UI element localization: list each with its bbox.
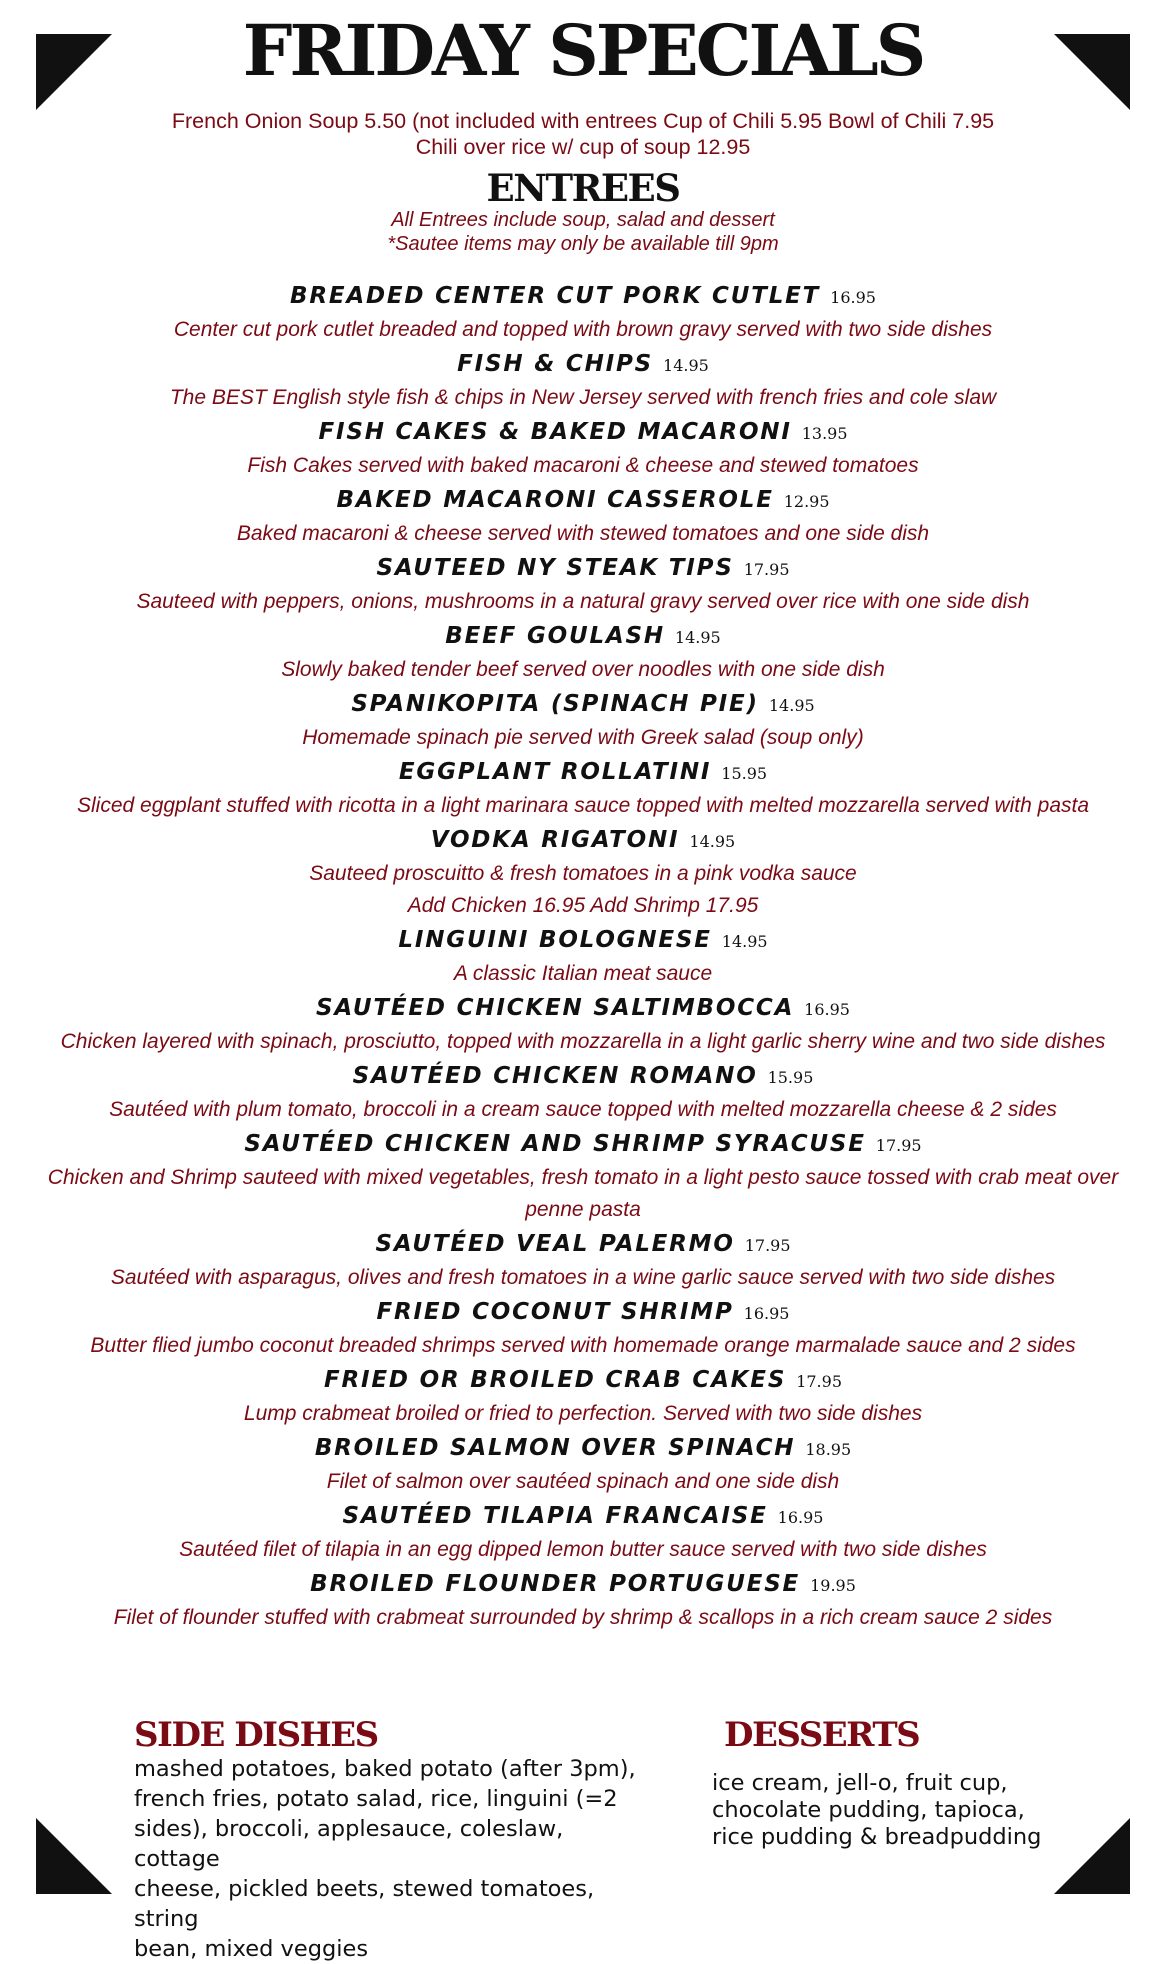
entree-name: SPANIKOPITA (SPINACH PIE) — [351, 691, 759, 717]
entree-price: 19.95 — [810, 1576, 856, 1595]
entree-header — [0, 618, 1166, 654]
entree-item — [0, 346, 1166, 414]
entree-item — [0, 1226, 1166, 1294]
entree-description: Chicken and Shrimp sauteed with mixed vegetables, fresh tomato in a light pesto sauce tossed with crab meat over — [47, 1166, 1119, 1189]
entree-price: 17.95 — [875, 1136, 922, 1155]
entree-description: penne pasta — [525, 1198, 641, 1221]
entree-item — [0, 618, 1166, 686]
entree-header — [0, 1126, 1166, 1162]
side-dishes-list — [134, 1754, 654, 1964]
entree-price: 15.95 — [721, 764, 768, 783]
entree-description: Sauteed proscuitto & fresh tomatoes in a pink vodka sauce — [309, 862, 857, 885]
entree-item — [0, 278, 1166, 346]
entree-description: Sautéed with plum tomato, broccoli in a cream sauce topped with melted mozzarella cheese & 2 sides — [109, 1098, 1057, 1121]
desserts-line: chocolate pudding, tapioca, — [712, 1797, 1025, 1823]
entree-price: 17.95 — [744, 1236, 791, 1255]
entree-price: 16.95 — [830, 288, 876, 307]
entree-price: 17.95 — [743, 560, 790, 579]
entree-header — [0, 754, 1166, 790]
entree-item — [0, 1430, 1166, 1498]
entree-price: 16.95 — [804, 1000, 850, 1019]
entree-description: The BEST English style fish & chips in New Jersey served with french fries and cole slaw — [169, 386, 997, 409]
entree-header — [0, 1226, 1166, 1262]
page-title: FRIDAY SPECIALS — [242, 9, 924, 92]
entree-header — [0, 686, 1166, 722]
entree-name: FISH & CHIPS — [457, 351, 654, 377]
entrees-notes — [0, 208, 1166, 256]
entree-item — [0, 1058, 1166, 1126]
entree-price: 16.95 — [777, 1508, 824, 1527]
side-dishes-line: cheese, pickled beets, stewed tomatoes, string — [134, 1876, 595, 1932]
side-dishes-heading: SIDE DISHES — [134, 1715, 378, 1755]
side-dishes-line: bean, mixed veggies — [134, 1936, 369, 1962]
entree-name: SAUTÉED VEAL PALERMO — [375, 1231, 735, 1257]
entree-item — [0, 414, 1166, 482]
entree-description: Sliced eggplant stuffed with ricotta in a light marinara sauce topped with melted mozzarella served with pasta — [76, 794, 1090, 817]
intro-soups — [0, 108, 1166, 160]
entree-description: Homemade spinach pie served with Greek salad (soup only) — [302, 726, 864, 749]
entrees-note: *Sautee items may only be available till 9pm — [387, 233, 779, 255]
entree-header — [0, 278, 1166, 314]
entrees-note: All Entrees include soup, salad and dessert — [391, 209, 775, 231]
entree-header — [0, 482, 1166, 518]
intro-line: French Onion Soup 5.50 (not included with entrees Cup of Chili 5.95 Bowl of Chili 7.95 — [171, 109, 995, 133]
desserts-heading: DESSERTS — [724, 1715, 920, 1755]
entree-description: Baked macaroni & cheese served with stewed tomatoes and one side dish — [236, 522, 930, 545]
entree-header — [0, 1362, 1166, 1398]
entree-item — [0, 1498, 1166, 1566]
entree-name: BAKED MACARONI CASSEROLE — [336, 487, 774, 513]
entree-description: Fish Cakes served with baked macaroni & cheese and stewed tomatoes — [247, 454, 919, 477]
entree-description: Sauteed with peppers, onions, mushrooms in a natural gravy served over rice with one side dish — [136, 590, 1030, 613]
entree-item — [0, 1126, 1166, 1226]
entree-header — [0, 346, 1166, 382]
entree-description: Add Chicken 16.95 Add Shrimp 17.95 — [407, 894, 759, 917]
entree-header — [0, 1430, 1166, 1466]
side-dishes-line: sides), broccoli, applesauce, coleslaw, cottage — [134, 1816, 564, 1872]
entree-name: SAUTÉED CHICKEN ROMANO — [352, 1063, 758, 1089]
entrees-heading: ENTREES — [486, 166, 680, 210]
entree-header — [0, 1058, 1166, 1094]
entree-description: Filet of flounder stuffed with crabmeat surrounded by shrimp & scallops in a rich cream sauce 2 sides — [113, 1606, 1053, 1629]
entree-item — [0, 482, 1166, 550]
entree-item — [0, 990, 1166, 1058]
desserts-list — [712, 1770, 1072, 1851]
entree-header — [0, 1294, 1166, 1330]
entree-list — [0, 278, 1166, 1634]
entree-item — [0, 922, 1166, 990]
corner-triangle-bottom-left — [36, 1818, 112, 1894]
entree-name: SAUTÉED CHICKEN AND SHRIMP SYRACUSE — [244, 1131, 866, 1157]
entree-price: 14.95 — [674, 628, 721, 647]
entree-description: Chicken layered with spinach, prosciutto, topped with mozzarella in a light garlic sherry wine and two side dishes — [60, 1030, 1106, 1053]
entree-price: 18.95 — [805, 1440, 852, 1459]
entree-name: SAUTÉED CHICKEN SALTIMBOCCA — [316, 995, 795, 1021]
side-dishes-line: french fries, potato salad, rice, linguini (=2 — [134, 1786, 618, 1812]
entree-price: 12.95 — [783, 492, 830, 511]
entree-header — [0, 414, 1166, 450]
entree-price: 14.95 — [721, 932, 768, 951]
entree-description: Butter flied jumbo coconut breaded shrimps served with homemade orange marmalade sauce and 2 sides — [90, 1334, 1076, 1357]
entree-price: 14.95 — [663, 356, 709, 375]
side-dishes-line: mashed potatoes, baked potato (after 3pm), — [134, 1756, 636, 1782]
entree-price: 15.95 — [767, 1068, 814, 1087]
entree-item — [0, 1294, 1166, 1362]
entree-price: 17.95 — [796, 1372, 842, 1391]
entree-price: 13.95 — [801, 424, 848, 443]
entree-name: BROILED SALMON OVER SPINACH — [314, 1435, 796, 1461]
entree-description: Filet of salmon over sautéed spinach and one side dish — [326, 1470, 840, 1493]
entree-name: BREADED CENTER CUT PORK CUTLET — [290, 283, 821, 309]
entree-name: SAUTÉED TILAPIA FRANCAISE — [342, 1503, 768, 1529]
entree-name: FRIED OR BROILED CRAB CAKES — [324, 1367, 787, 1393]
entree-header — [0, 922, 1166, 958]
entree-price: 14.95 — [689, 832, 736, 851]
entree-name: SAUTEED NY STEAK TIPS — [376, 555, 734, 581]
entree-item — [0, 1566, 1166, 1634]
desserts-line: rice pudding & breadpudding — [712, 1824, 1042, 1850]
entree-header — [0, 822, 1166, 858]
entree-header — [0, 550, 1166, 586]
entree-name: BROILED FLOUNDER PORTUGUESE — [310, 1571, 801, 1597]
intro-line: Chili over rice w/ cup of soup 12.95 — [415, 135, 751, 159]
entree-description: A classic Italian meat sauce — [453, 962, 713, 985]
entree-name: VODKA RIGATONI — [430, 827, 680, 853]
entree-name: FRIED COCONUT SHRIMP — [376, 1299, 734, 1325]
entree-name: EGGPLANT ROLLATINI — [398, 759, 712, 785]
entree-price: 14.95 — [768, 696, 815, 715]
entree-item — [0, 754, 1166, 822]
entree-item — [0, 686, 1166, 754]
entree-header — [0, 1566, 1166, 1602]
entree-description: Lump crabmeat broiled or fried to perfection. Served with two side dishes — [243, 1402, 923, 1425]
entree-item — [0, 822, 1166, 922]
entree-name: LINGUINI BOLOGNESE — [398, 927, 712, 953]
entree-description: Center cut pork cutlet breaded and topped with brown gravy served with two side dishes — [173, 318, 993, 341]
entree-description: Slowly baked tender beef served over noodles with one side dish — [281, 658, 885, 681]
desserts-line: ice cream, jell-o, fruit cup, — [712, 1770, 1008, 1796]
entree-item — [0, 550, 1166, 618]
entree-item — [0, 1362, 1166, 1430]
entree-description: Sautéed filet of tilapia in an egg dipped lemon butter sauce served with two side dishes — [179, 1538, 987, 1561]
entree-price: 16.95 — [743, 1304, 790, 1323]
entree-name: FISH CAKES & BAKED MACARONI — [318, 419, 792, 445]
entree-name: BEEF GOULASH — [445, 623, 665, 649]
entree-header — [0, 1498, 1166, 1534]
entree-description: Sautéed with asparagus, olives and fresh tomatoes in a wine garlic sauce served with two side dishes — [110, 1266, 1056, 1289]
entree-header — [0, 990, 1166, 1026]
